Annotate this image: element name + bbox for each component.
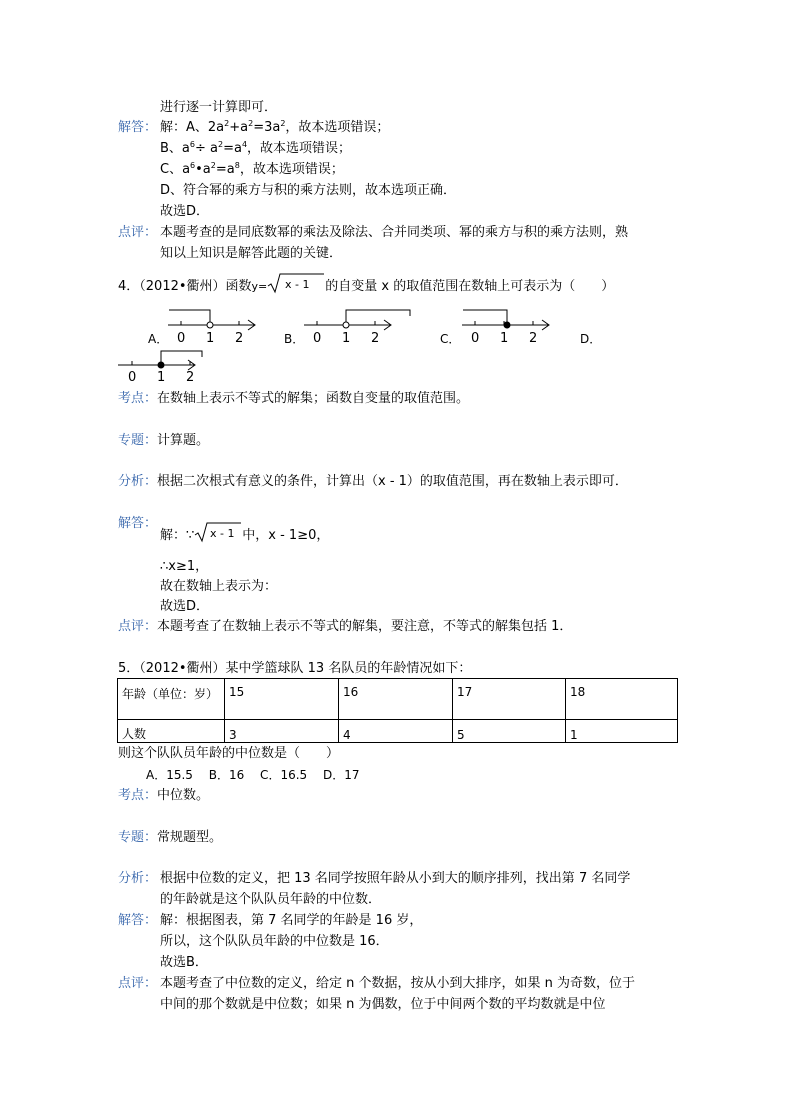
number-line-b — [302, 306, 414, 346]
q4-zhuanti: 专题：计算题。 — [118, 433, 210, 448]
q4-answer-label: 解答： — [118, 516, 158, 531]
table-cell: 16 — [339, 679, 453, 720]
q3-answer-c: C、$a^6•a^2=a^8$，故本选项错误； — [160, 161, 344, 177]
q5-answer-3: 故选B． — [160, 955, 208, 970]
q5-fenxi-label: 分析： — [118, 871, 158, 886]
table-cell: 4 — [339, 720, 453, 743]
q5-stem: 5．（2012•衢州）某中学篮球队 13 名队员的年龄情况如下： — [118, 661, 472, 676]
svg-text:2: 2 — [235, 331, 244, 346]
table-cell: 15 — [225, 679, 339, 720]
svg-text:1: 1 — [206, 331, 215, 346]
q5-zhuanti: 专题：常规题型。 — [118, 830, 223, 845]
svg-text:0: 0 — [128, 370, 137, 384]
table-row — [118, 679, 678, 720]
table-cell: 5 — [453, 720, 566, 743]
table-cell: 1 — [566, 720, 678, 743]
q5-answer-1: 解：根据图表，第 7 名同学的年龄是 16 岁， — [160, 913, 423, 928]
svg-text:x - 1: x - 1 — [210, 527, 235, 540]
svg-text:1: 1 — [342, 331, 351, 346]
q5-question: 则这个队队员年龄的中位数是（ ） — [118, 746, 340, 761]
number-line-c — [460, 306, 556, 346]
svg-text:1: 1 — [500, 331, 509, 346]
option-d-label: D． — [580, 332, 602, 346]
number-line-d — [116, 348, 206, 384]
q3-answer-label: 解答： — [118, 120, 158, 135]
svg-text:x - 1: x - 1 — [285, 278, 310, 291]
table-cell: 17 — [453, 679, 566, 720]
svg-text:0: 0 — [177, 331, 186, 346]
q5-fenxi-2: 的年龄就是这个队队员年龄的中位数． — [160, 892, 382, 907]
q5-review-2: 中间的那个数就是中位数；如果 n 为偶数，位于中间两个数的平均数就是中位 — [160, 997, 606, 1012]
q4-review: 点评：本题考查了在数轴上表示不等式的解集，要注意，不等式的解集包括 1． — [118, 619, 573, 634]
option-b-label: B． — [284, 332, 305, 346]
svg-text:2: 2 — [529, 331, 538, 346]
option-a-label: A． — [148, 332, 169, 346]
table-cell: 18 — [566, 679, 678, 720]
q4-answer-2: ∴x≥1， — [160, 559, 209, 574]
table-cell: 年龄（单位：岁） — [118, 679, 225, 720]
q5-review-1: 本题考查了中位数的定义，给定 n 个数据，按从小到大排序，如果 n 为奇数，位于 — [160, 976, 636, 991]
table-cell: 人数 — [118, 720, 225, 743]
q4-stem: 4．（2012•衢州）函数y= x - 1 的自变量 x 的取值范围在数轴上可表示为（ ） — [118, 272, 614, 297]
q3-review-1: 本题考查的是同底数幂的乘法及除法、合并同类项、幂的乘方与积的乘方法则，熟 — [160, 225, 629, 240]
sqrt-icon — [194, 521, 242, 543]
option-c-label: C． — [440, 332, 461, 346]
q4-answer-4: 故选D． — [160, 599, 210, 614]
svg-text:2: 2 — [371, 331, 380, 346]
svg-text:0: 0 — [471, 331, 480, 346]
q3-review-label: 点评： — [118, 225, 158, 240]
q3-review-2: 知以上知识是解答此题的关键． — [160, 246, 343, 261]
q3-answer-d: D、符合幂的乘方与积的乘方法则，故本选项正确． — [160, 183, 457, 198]
q4-kaodian: 考点：在数轴上表示不等式的解集；函数自变量的取值范围。 — [118, 391, 470, 406]
q4-answer-1: 解：∵ x - 1 中，x - 1≥0， — [160, 521, 329, 546]
q4-answer-3: 故在数轴上表示为： — [160, 579, 278, 594]
sqrt-icon — [267, 272, 325, 294]
svg-text:0: 0 — [313, 331, 322, 346]
q5-fenxi-1: 根据中位数的定义，把 13 名同学按照年龄从小到大的顺序排列，找出第 7 名同学 — [160, 871, 631, 886]
table-row — [118, 720, 678, 743]
q5-answer-label: 解答： — [118, 913, 158, 928]
svg-text:2: 2 — [186, 370, 195, 384]
q5-kaodian: 考点：中位数。 — [118, 788, 210, 803]
table-cell: 3 — [225, 720, 339, 743]
q5-review-label: 点评： — [118, 976, 158, 991]
number-line-a — [166, 306, 262, 346]
q3-answer-a: 解：A、$2a^2+a^2=3a^2$，故本选项错误； — [160, 119, 390, 135]
q5-choices: A．15.5 B．16 C．16.5 D．17 — [146, 768, 360, 782]
svg-text:1: 1 — [157, 370, 166, 384]
q4-fenxi: 分析：根据二次根式有意义的条件，计算出（x - 1）的取值范围，再在数轴上表示即可． — [118, 474, 628, 489]
q3-answer-choice: 故选D． — [160, 204, 210, 219]
age-table — [117, 678, 678, 743]
q3-continuation: 进行逐一计算即可． — [160, 100, 278, 115]
q3-answer-b: B、$a^6\div a^2=a^4$，故本选项错误； — [160, 140, 352, 156]
q5-answer-2: 所以，这个队队员年龄的中位数是 16． — [160, 934, 389, 949]
